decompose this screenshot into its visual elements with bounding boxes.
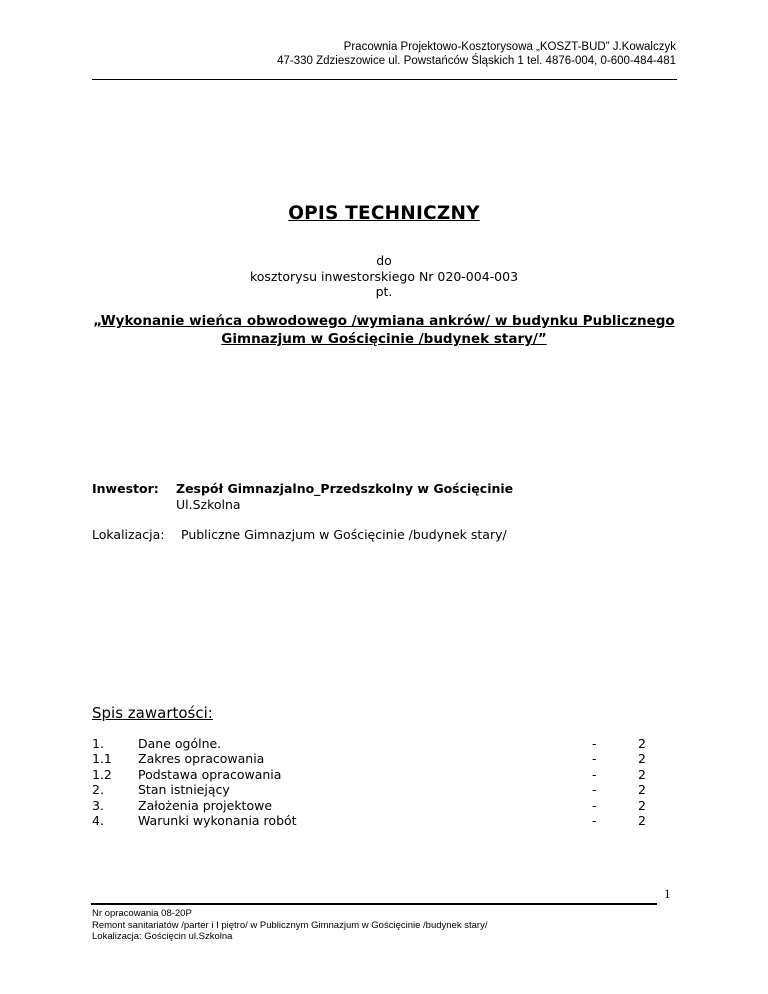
toc-item-dash: - (592, 782, 597, 798)
toc-item-dash: - (592, 797, 597, 813)
subtitle-kosztorys: kosztorysu inwestorskiego Nr 020-004-003 (249, 269, 519, 284)
toc-item-text: Założenia projektowe (138, 797, 273, 813)
toc-item-text: Warunki wykonania robót (138, 812, 297, 828)
page-header (0, 40, 676, 68)
toc-item-number: 1.1 (92, 751, 112, 767)
toc-item-number: 1. (92, 736, 104, 751)
toc-item-number: 1.2 (92, 766, 112, 782)
toc-item-page: 2 (638, 797, 646, 813)
investor-name: Zespół Gimnazjalno_Przedszkolny w Gościęcinie (176, 481, 514, 496)
toc-item-dash: - (592, 751, 597, 767)
toc-item-dash: - (592, 812, 597, 828)
page-footer (92, 908, 487, 943)
header-divider (92, 79, 677, 80)
location-value: Publiczne Gimnazjum w Gościęcinie /budynek stary/ (181, 527, 507, 542)
toc-item-number: 4. (92, 812, 104, 828)
header-address-line: 47-330 Zdzieszowice ul. Powstańców Śląskich 1 tel. 4876-004, 0-600-484-481 (277, 55, 676, 67)
toc-item (92, 782, 652, 797)
toc-item-number: 3. (92, 797, 104, 813)
toc-item (92, 813, 652, 828)
toc-item (92, 767, 652, 782)
subtitle-pt: pt. (375, 284, 393, 299)
toc-item (92, 798, 652, 813)
document-title: OPIS TECHNICZNY (288, 203, 480, 224)
footer-project-description: Remont sanitariatów /parter i I piętro/ w Publicznym Gimnazjum w Gościęcinie /budynek stary/ (92, 919, 488, 931)
work-title-line-2: Gimnazjum w Gościęcinie /budynek stary/” (221, 331, 547, 347)
toc-heading: Spis zawartości: (92, 704, 213, 722)
work-title (0, 312, 768, 348)
toc-item-dash: - (592, 736, 597, 751)
page-number: 1 (664, 886, 671, 901)
toc-item-text: Podstawa opracowania (138, 766, 282, 782)
investor-street: Ul.Szkolna (176, 497, 241, 512)
toc-item (92, 736, 652, 751)
toc-item-page: 2 (638, 751, 646, 767)
footer-divider (91, 903, 657, 905)
footer-document-number: Nr opracowania 08-20P (92, 908, 192, 919)
subtitle-do: do (376, 253, 392, 268)
toc-item-dash: - (592, 766, 597, 782)
location-label: Lokalizacja: (92, 527, 165, 542)
toc-item-text: Zakres opracowania (138, 751, 265, 767)
toc-item-number: 2. (92, 782, 104, 798)
toc-list (92, 736, 652, 828)
toc-item-page: 2 (638, 782, 646, 798)
toc-item-page: 2 (638, 736, 646, 751)
toc-item-text: Dane ogólne. (138, 736, 222, 751)
work-title-line-1: „Wykonanie wieńca obwodowego /wymiana ankrów/ w budynku Publicznego (93, 313, 675, 329)
toc-item-page: 2 (638, 766, 646, 782)
investor-label: Inwestor: (92, 481, 159, 496)
toc-item (92, 751, 652, 766)
toc-item-text: Stan istniejący (138, 782, 230, 798)
header-company-line: Pracownia Projektowo-Kosztorysowa „KOSZT-BUD” J.Kowalczyk (343, 41, 676, 53)
toc-item-page: 2 (638, 812, 646, 828)
footer-location: Lokalizacja: Gościęcin ul.Szkolna (92, 931, 233, 942)
